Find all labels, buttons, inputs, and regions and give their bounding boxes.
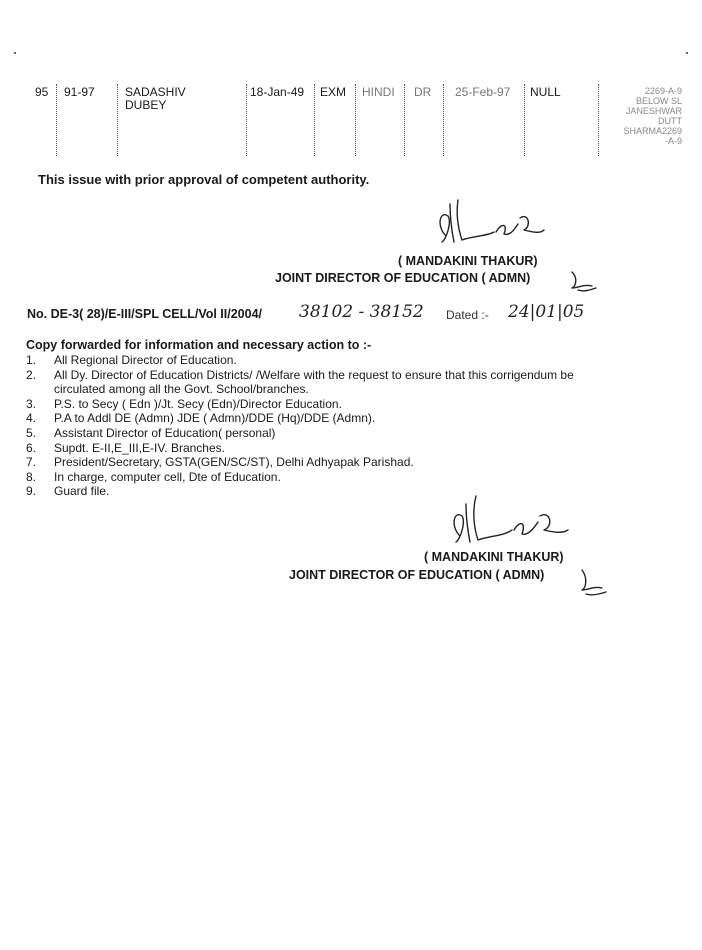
dated-label: Dated :- bbox=[446, 308, 489, 322]
column-divider bbox=[355, 84, 356, 156]
list-item: 5. Assistant Director of Education( personal) bbox=[26, 425, 276, 440]
status: NULL bbox=[530, 85, 561, 99]
subject: HINDI bbox=[362, 85, 395, 99]
list-item: 6. Supdt. E-II,E_III,E-IV. Branches. bbox=[26, 440, 225, 455]
signature-image bbox=[446, 494, 576, 550]
record-code: 91-97 bbox=[64, 85, 95, 99]
post: DR bbox=[414, 85, 432, 99]
copy-forwarded-heading: Copy forwarded for information and necessary action to :- bbox=[26, 338, 372, 352]
initials-mark bbox=[568, 268, 598, 294]
column-divider bbox=[117, 84, 118, 156]
list-item: 9. Guard file. bbox=[26, 484, 110, 499]
list-item: 2. All Dy. Director of Education Districts/ /Welfare with the request to ensure that this corrigendum be circulated among all the Govt. School/branches. bbox=[26, 367, 574, 397]
signature-image bbox=[432, 196, 552, 252]
list-item: 4. P.A to Addl DE (Admn) JDE ( Admn)/DDE (Hq)/DDE (Admn). bbox=[26, 411, 376, 426]
list-item: 1. All Regional Director of Education. bbox=[26, 353, 237, 367]
column-divider bbox=[598, 84, 599, 156]
list-item: 3. P.S. to Secy ( Edn )/Jt. Secy (Edn)/Director Education. bbox=[26, 396, 342, 411]
handwritten-date: 24|01|05 bbox=[508, 302, 585, 322]
remarks-line: BELOW SL bbox=[635, 96, 682, 106]
distribution-list bbox=[26, 353, 626, 499]
remarks-line: JANESHWAR bbox=[625, 106, 682, 116]
approval-statement: This issue with prior approval of competent authority. bbox=[38, 172, 370, 187]
signatory-name: ( MANDAKINI THAKUR) bbox=[424, 550, 564, 564]
list-item: 7. President/Secretary, GSTA(GEN/SC/ST), Delhi Adhyapak Parishad. bbox=[26, 455, 414, 470]
category: EXM bbox=[320, 85, 347, 99]
signatory-name: ( MANDAKINI THAKUR) bbox=[398, 254, 538, 268]
date-of-birth: 18-Jan-49 bbox=[250, 85, 305, 99]
column-divider bbox=[443, 84, 444, 156]
column-divider bbox=[246, 84, 247, 156]
remarks-line: DUTT bbox=[658, 116, 682, 126]
remarks-line: SHARMA2269 bbox=[623, 126, 682, 136]
column-divider bbox=[524, 84, 525, 156]
handwritten-reference-range: 38102 - 38152 bbox=[299, 302, 424, 322]
joining-date: 25-Feb-97 bbox=[455, 85, 511, 99]
scan-speck bbox=[14, 52, 16, 54]
remarks-line: 2269-A-9 bbox=[644, 86, 682, 96]
employee-name: SADASHIV DUBEY bbox=[125, 85, 186, 112]
remarks-cell bbox=[604, 86, 682, 146]
serial-number: 95 bbox=[35, 85, 49, 99]
column-divider bbox=[314, 84, 315, 156]
remarks-line: -A-9 bbox=[664, 136, 682, 146]
list-item: 8. In charge, computer cell, Dte of Education. bbox=[26, 469, 281, 484]
column-divider bbox=[404, 84, 405, 156]
column-divider bbox=[56, 84, 57, 156]
signatory-designation: JOINT DIRECTOR OF EDUCATION ( ADMN) bbox=[289, 568, 545, 582]
scan-speck bbox=[686, 52, 688, 54]
signatory-designation: JOINT DIRECTOR OF EDUCATION ( ADMN) bbox=[275, 271, 531, 285]
reference-number: No. DE-3( 28)/E-III/SPL CELL/Vol II/2004/ bbox=[27, 307, 263, 321]
initials-mark bbox=[578, 566, 608, 600]
